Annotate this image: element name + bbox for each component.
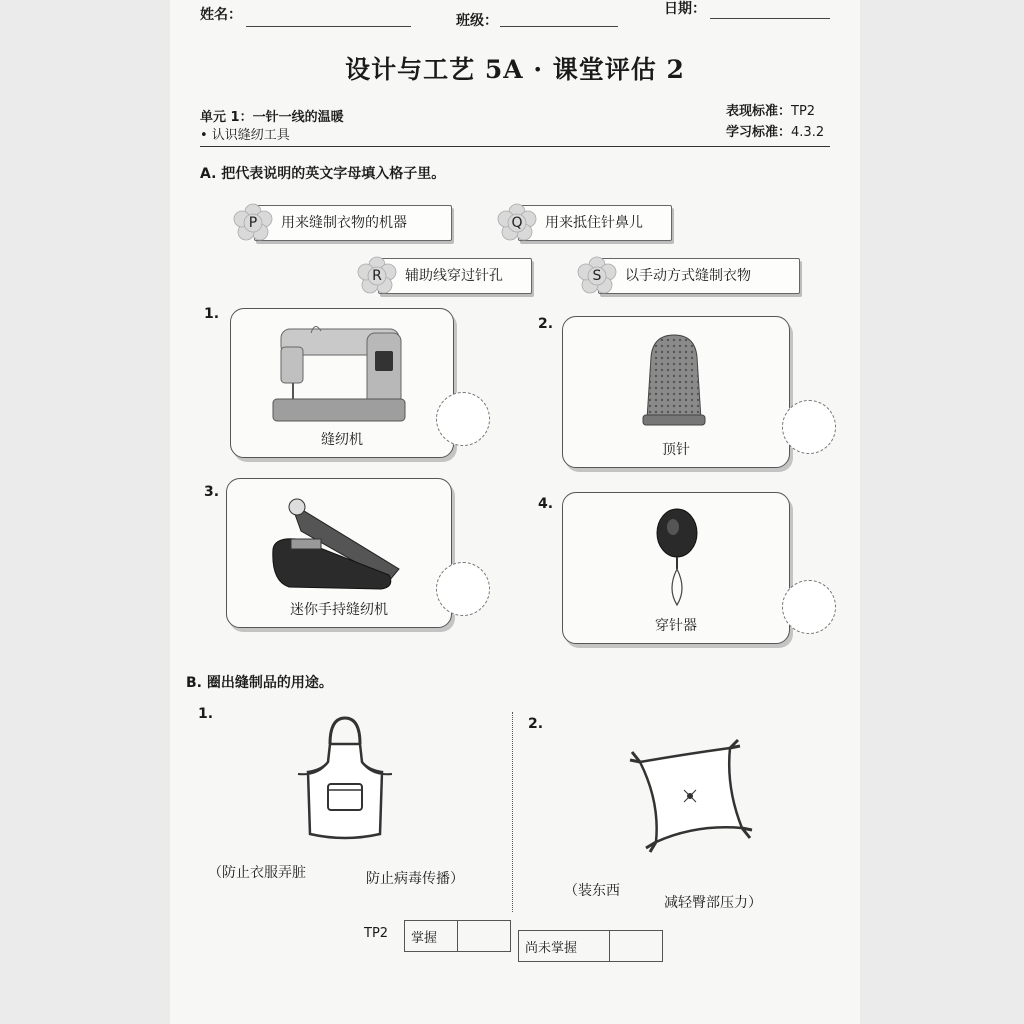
item-1-caption: 缝纫机 xyxy=(321,432,363,448)
flower-badge-icon xyxy=(577,256,617,296)
not-mastered-label: 尚未掌握 xyxy=(519,931,610,962)
apron-icon xyxy=(290,716,400,842)
item-3-caption: 迷你手持缝纫机 xyxy=(290,602,388,618)
thimble-icon xyxy=(629,331,719,431)
section-b-item-2-option-a[interactable]: （装东西 xyxy=(564,883,620,899)
option-r xyxy=(372,258,532,294)
learning-standard-label: 学习标准： xyxy=(726,125,792,140)
section-a-instruction: A. 把代表说明的英文字母填入格子里。 xyxy=(200,166,446,182)
option-p xyxy=(248,205,452,241)
class-label: 班级： xyxy=(456,13,498,29)
section-b-item-1-number: 1. xyxy=(198,706,214,722)
not-mastered-checkbox[interactable] xyxy=(610,931,663,962)
item-2-caption: 顶针 xyxy=(662,442,690,458)
mastered-checkbox[interactable] xyxy=(458,921,511,952)
learning-standard-value: 4.3.2 xyxy=(791,125,825,140)
date-field[interactable] xyxy=(710,18,830,19)
section-b-item-1-option-b[interactable]: 防止病毒传播） xyxy=(366,871,464,887)
page-title: 设计与工艺 5A · 课堂评估 2 xyxy=(345,55,685,84)
section-b-instruction: B. 圈出缝制品的用途。 xyxy=(186,675,333,691)
item-4-caption: 穿针器 xyxy=(655,618,697,634)
needle-threader-icon xyxy=(647,507,707,607)
item-3-number: 3. xyxy=(204,484,220,500)
item-1-number: 1. xyxy=(204,306,220,322)
item-3-answer-box[interactable] xyxy=(436,562,490,616)
option-s xyxy=(592,258,800,294)
option-q xyxy=(511,205,672,241)
item-2-answer-box[interactable] xyxy=(782,400,836,454)
section-b-divider xyxy=(512,712,513,912)
option-s-letter: S xyxy=(592,268,602,284)
cushion-icon xyxy=(626,738,756,854)
section-b-item-2-option-b[interactable]: 减轻臀部压力） xyxy=(664,895,762,911)
item-1-card xyxy=(230,308,454,458)
header-divider xyxy=(200,146,830,147)
option-q-text: 用来抵住针鼻儿 xyxy=(545,215,643,231)
performance-standard xyxy=(726,100,815,119)
mastered-label: 掌握 xyxy=(405,921,458,952)
assessment-level: TP2 xyxy=(364,926,389,941)
date-label: 日期： xyxy=(664,1,706,17)
option-s-text: 以手动方式缝制衣物 xyxy=(625,268,751,284)
item-3-card xyxy=(226,478,452,628)
sewing-machine-icon xyxy=(271,323,411,423)
handheld-sewing-machine-icon xyxy=(271,491,411,591)
item-4-answer-box[interactable] xyxy=(782,580,836,634)
class-field[interactable] xyxy=(500,26,618,27)
unit-title: 单元 1：一针一线的温暖 xyxy=(200,110,344,125)
option-r-letter: R xyxy=(372,268,382,284)
section-b-item-1-option-a[interactable]: （防止衣服弄脏 xyxy=(208,865,306,881)
unit-subtitle: • 认识缝纫工具 xyxy=(200,128,290,143)
section-b-item-2-number: 2. xyxy=(528,716,544,732)
item-4-number: 4. xyxy=(538,496,554,512)
option-r-text: 辅助线穿过针孔 xyxy=(405,268,503,284)
item-4-card xyxy=(562,492,790,644)
flower-badge-icon xyxy=(357,256,397,296)
flower-badge-icon xyxy=(497,203,537,243)
performance-standard-label: 表现标准： xyxy=(726,104,792,119)
option-q-letter: Q xyxy=(511,215,523,231)
not-mastered-box xyxy=(518,930,663,962)
name-field[interactable] xyxy=(246,26,411,27)
name-label: 姓名： xyxy=(200,7,242,23)
flower-badge-icon xyxy=(233,203,273,243)
learning-standard xyxy=(726,121,824,140)
option-p-text: 用来缝制衣物的机器 xyxy=(281,215,407,231)
item-2-card xyxy=(562,316,790,468)
item-2-number: 2. xyxy=(538,316,554,332)
item-1-answer-box[interactable] xyxy=(436,392,490,446)
performance-standard-value: TP2 xyxy=(791,104,816,119)
option-p-letter: P xyxy=(248,215,258,231)
worksheet-page xyxy=(170,0,860,1024)
mastered-box xyxy=(404,920,511,952)
